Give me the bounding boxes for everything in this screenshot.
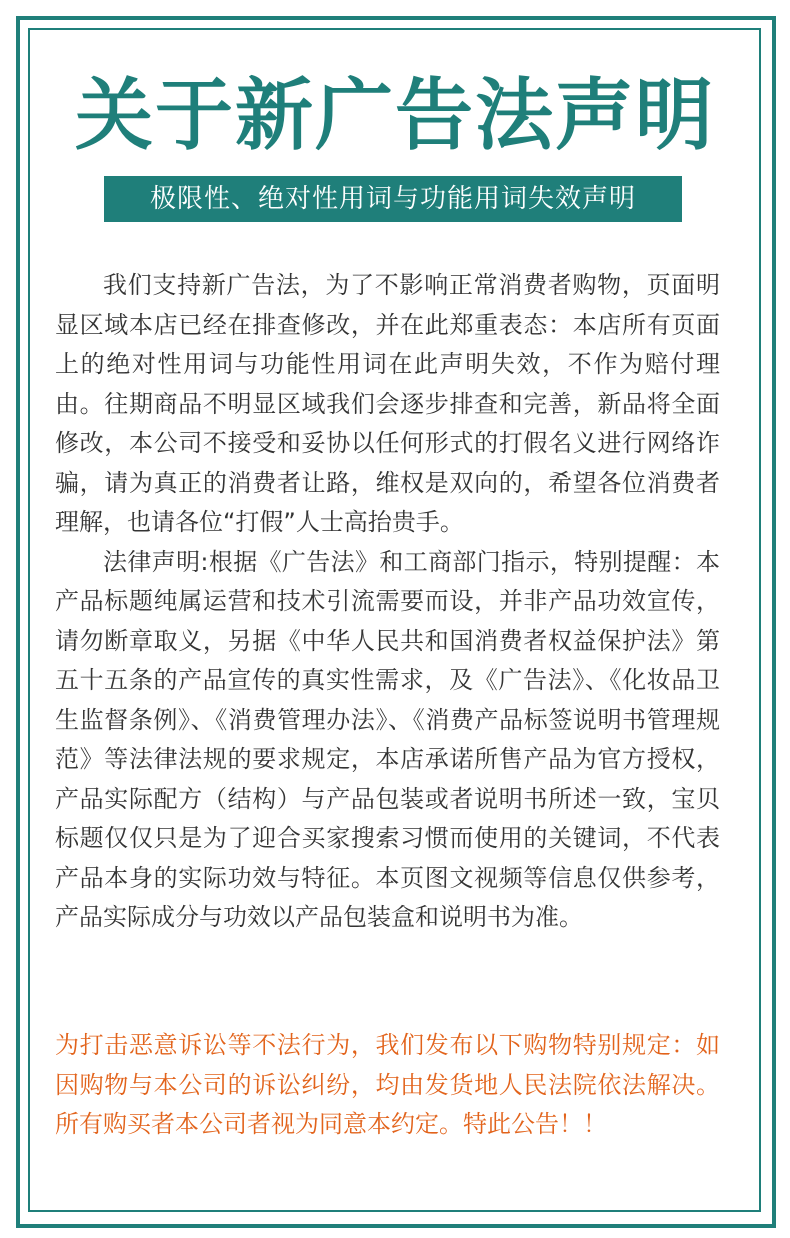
statement-paragraph-1: 我们支持新广告法，为了不影响正常消费者购物，页面明显区域本店已经在排查修改，并在此郑重表态：本店所有页面上的绝对性用词与功能性用词在此声明失效，不作为赔付理由。往期商品不明显区域我们会逐步排查和完善，新品将全面修改，本公司不接受和妥协以任何形式的打假名义进行网络诈骗，请为真正的消费者让路，维权是双向的，希望各位消费者理解，也请各位“打假”人士高抬贵手。 <box>55 271 720 536</box>
subtitle-banner: 极限性、绝对性用词与功能用词失效声明 <box>104 176 682 222</box>
page-title: 关于新广告法声明 <box>74 71 715 161</box>
statement-paragraph-2: 法律声明:根据《广告法》和工商部门指示，特别提醒：本产品标题纯属运营和技术引流需要而设，并非产品功效宣传，请勿断章取义，另据《中华人民共和国消费者权益保护法》第五十五条的产品宣传的真实性需求，及《广告法》、《化妆品卫生监督条例》、《消费管理办法》、《消费产品标签说明书管理规范》等法律法规的要求规定，本店承诺所售产品为官方授权，产品实际配方（结构）与产品包装或者说明书所述一致，宝贝标题仅仅只是为了迎合买家搜索习惯而使用的关键词，不代表产品本身的实际功效与特征。本页图文视频等信息仅供参考，产品实际成分与功效以产品包装盒和说明书为准。 <box>55 547 720 931</box>
special-notice: 为打击恶意诉讼等不法行为，我们发布以下购物特别规定：如因购物与本公司的诉讼纠纷，均由发货地人民法院依法解决。所有购买者本公司者视为同意本约定。特此公告！！ <box>55 1031 720 1138</box>
statement-body <box>55 266 720 938</box>
